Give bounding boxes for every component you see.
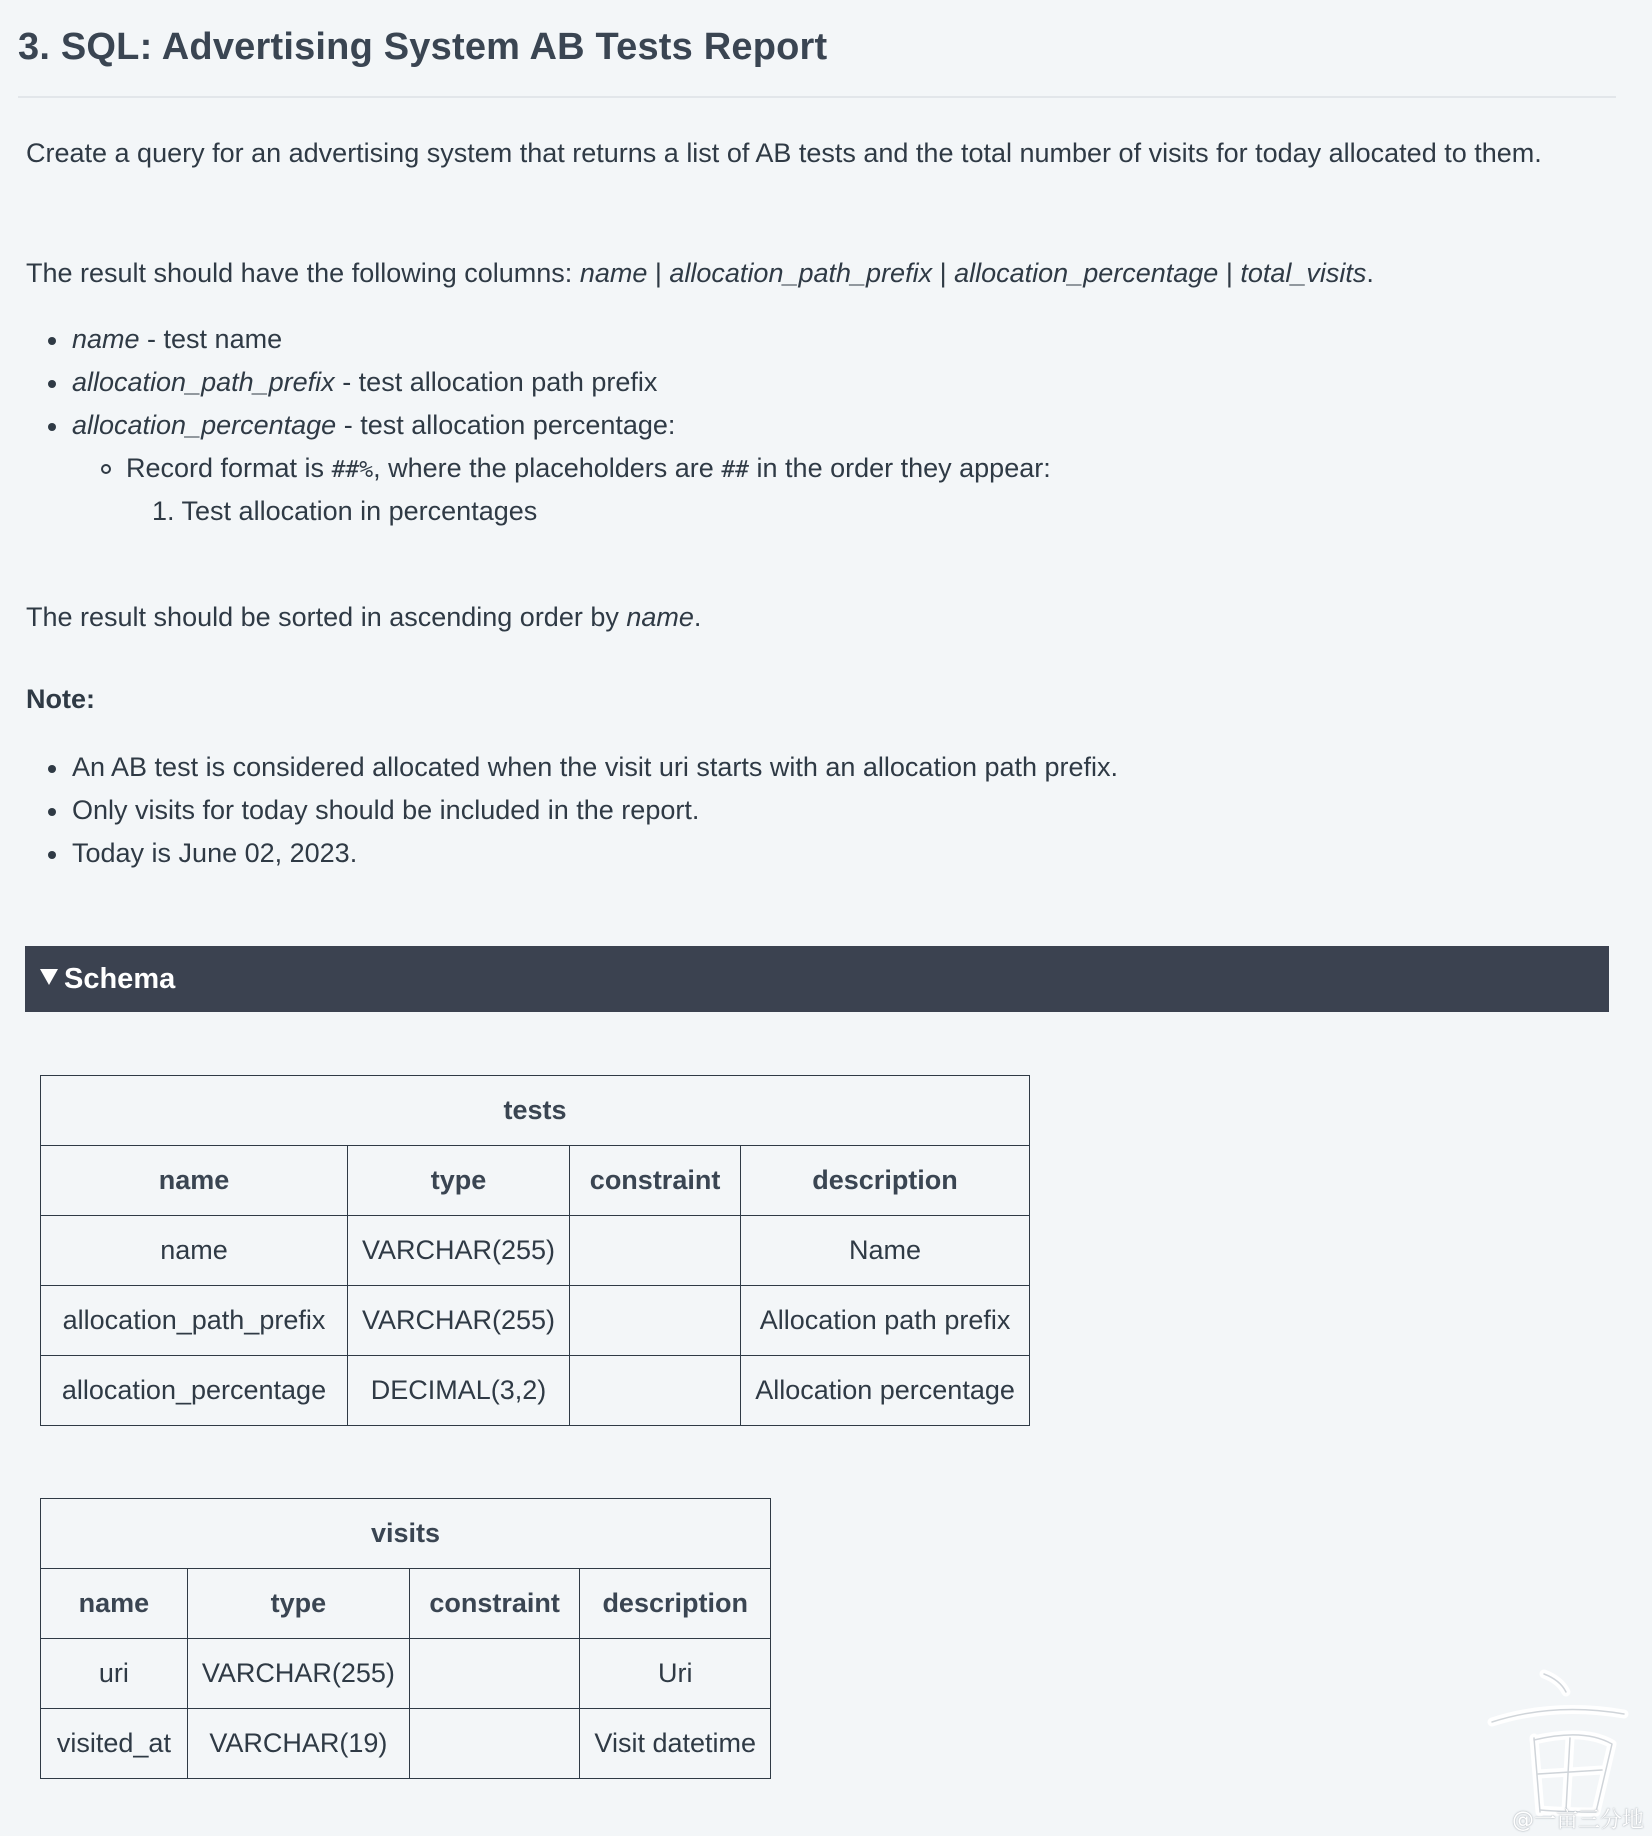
- table-row: [41, 1709, 771, 1779]
- column-sep: |: [1218, 258, 1241, 288]
- column-header: name: [41, 1569, 188, 1639]
- ordered-list-item: 1. Test allocation in percentages: [152, 496, 538, 526]
- table-cell: VARCHAR(19): [187, 1709, 409, 1779]
- term: allocation_percentage: [72, 410, 337, 440]
- table-cell: [409, 1709, 580, 1779]
- text: The result should be sorted in ascending order by: [26, 602, 627, 632]
- text: Record format is: [126, 453, 332, 483]
- columns-paragraph: [26, 254, 1374, 292]
- column-header: constraint: [409, 1569, 580, 1639]
- list-item: An AB test is considered allocated when the visit uri starts with an allocation path prefix.: [26, 746, 1118, 789]
- column-header: description: [580, 1569, 771, 1639]
- text: , where the placeholders are: [373, 453, 722, 483]
- definition: - test allocation path prefix: [334, 367, 658, 397]
- notes-list: [26, 746, 1118, 875]
- column-name: allocation_percentage: [954, 258, 1219, 288]
- table-cell: allocation_percentage: [41, 1356, 348, 1426]
- triangle-down-icon: [40, 969, 58, 985]
- table-cell: allocation_path_prefix: [41, 1286, 348, 1356]
- visits-table: [40, 1498, 771, 1779]
- text: .: [693, 602, 702, 632]
- table-row: [41, 1639, 771, 1709]
- table-cell: [570, 1286, 741, 1356]
- table-cell: name: [41, 1216, 348, 1286]
- table-cell: uri: [41, 1639, 188, 1709]
- column-name: total_visits: [1240, 258, 1367, 288]
- table-cell: DECIMAL(3,2): [348, 1356, 570, 1426]
- title-divider: [18, 96, 1616, 98]
- columns-prefix: The result should have the following columns:: [26, 258, 580, 288]
- inline-code: ##%: [331, 457, 374, 483]
- column-header: description: [741, 1146, 1030, 1216]
- list-item: Today is June 02, 2023.: [26, 832, 1118, 875]
- term: name: [626, 602, 694, 632]
- table-row: [41, 1286, 1030, 1356]
- table-caption: visits: [41, 1499, 771, 1569]
- definition: - test name: [139, 324, 283, 354]
- list-item: [26, 404, 1051, 447]
- column-header: type: [187, 1569, 409, 1639]
- tests-table: [40, 1075, 1030, 1426]
- list-item: [26, 361, 1051, 404]
- table-cell: VARCHAR(255): [348, 1216, 570, 1286]
- columns-suffix: .: [1366, 258, 1374, 288]
- record-format-item: [26, 447, 1051, 490]
- table-cell: Name: [741, 1216, 1030, 1286]
- table-cell: Allocation percentage: [741, 1356, 1030, 1426]
- sort-paragraph: [26, 598, 701, 636]
- term: allocation_path_prefix: [72, 367, 335, 397]
- column-sep: |: [647, 258, 670, 288]
- definition: - test allocation percentage:: [336, 410, 676, 440]
- column-header: type: [348, 1146, 570, 1216]
- note-heading: Note:: [26, 684, 95, 714]
- column-name: allocation_path_prefix: [669, 258, 933, 288]
- table-cell: [570, 1216, 741, 1286]
- column-definitions-list: [26, 318, 1051, 533]
- column-header: name: [41, 1146, 348, 1216]
- table-cell: Allocation path prefix: [741, 1286, 1030, 1356]
- list-item: [26, 318, 1051, 361]
- table-cell: visited_at: [41, 1709, 188, 1779]
- table-caption: tests: [41, 1076, 1030, 1146]
- table-cell: [409, 1639, 580, 1709]
- inline-code: ##: [721, 457, 750, 483]
- text: in the order they appear:: [749, 453, 1051, 483]
- table-cell: [570, 1356, 741, 1426]
- table-cell: VARCHAR(255): [187, 1639, 409, 1709]
- column-sep: |: [932, 258, 955, 288]
- watermark-text: @一亩三分地: [1511, 1808, 1644, 1833]
- page-title: 3. SQL: Advertising System AB Tests Report: [18, 26, 828, 68]
- table-cell: Uri: [580, 1639, 771, 1709]
- schema-label: Schema: [64, 963, 176, 995]
- table-cell: VARCHAR(255): [348, 1286, 570, 1356]
- term: name: [72, 324, 140, 354]
- table-cell: Visit datetime: [580, 1709, 771, 1779]
- column-name: name: [579, 258, 648, 288]
- list-item: Only visits for today should be included in the report.: [26, 789, 1118, 832]
- schema-toggle[interactable]: [25, 946, 1609, 1012]
- intro-paragraph: Create a query for an advertising system that returns a list of AB tests and the total number of visits for today allocated to them.: [26, 138, 1542, 168]
- table-row: [41, 1356, 1030, 1426]
- table-row: [41, 1216, 1030, 1286]
- column-header: constraint: [570, 1146, 741, 1216]
